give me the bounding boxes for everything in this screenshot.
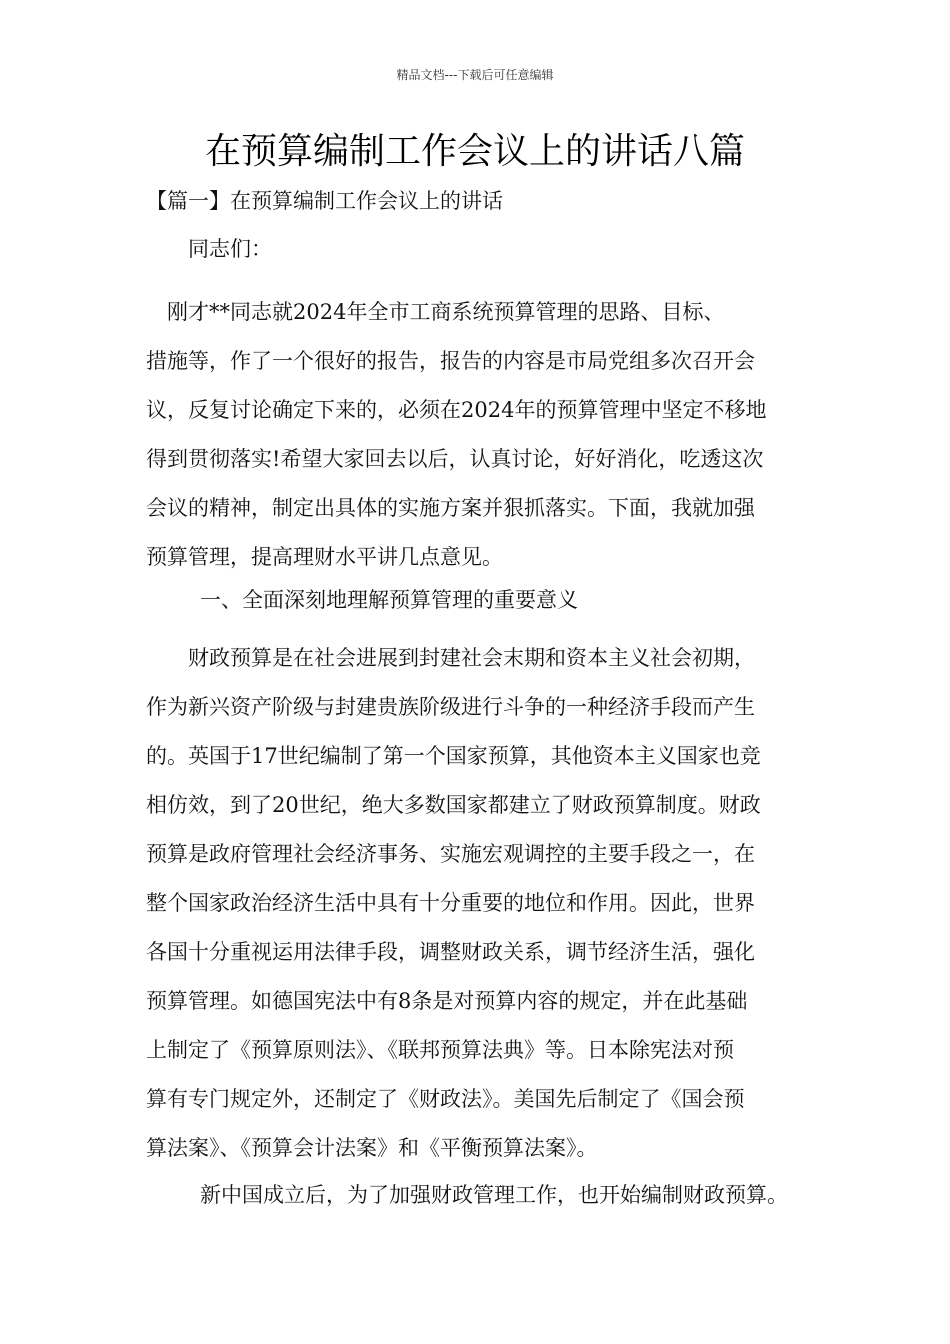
section-subtitle: 【篇一】在预算编制工作会议上的讲话 — [146, 189, 503, 213]
paragraph-line: 算法案》、《预算会计法案》和《平衡预算法案》。 — [146, 1136, 598, 1160]
paragraph-line: 议，反复讨论确定下来的，必须在2024年的预算管理中坚定不移地 — [146, 398, 767, 422]
document-title: 在预算编制工作会议上的讲话八篇 — [204, 131, 745, 172]
paragraph-line: 整个国家政治经济生活中具有十分重要的地位和作用。因此，世界 — [146, 891, 755, 915]
paragraph-line: 预算是政府管理社会经济事务、实施宏观调控的主要手段之一，在 — [146, 842, 755, 866]
paragraph-line: 得到贯彻落实!希望大家回去以后，认真讨论，好好消化，吃透这次 — [146, 447, 764, 471]
paragraph-line: 会议的精神，制定出具体的实施方案并狠抓落实。下面，我就加强 — [146, 496, 755, 520]
paragraph-line: 算有专门规定外，还制定了《财政法》。美国先后制定了《国会预 — [146, 1087, 745, 1111]
paragraph-line: 各国十分重视运用法律手段，调整财政关系，调节经济生活，强化 — [146, 940, 755, 964]
paragraph-2 — [146, 634, 806, 1173]
section-heading: 一、全面深刻地理解预算管理的重要意义 — [200, 588, 578, 612]
paragraph-line: 预算管理，提高理财水平讲几点意见。 — [146, 545, 503, 569]
paragraph-line: 作为新兴资产阶级与封建贵族阶级进行斗争的一种经济手段而产生 — [146, 695, 755, 719]
paragraph-line: 的。英国于17世纪编制了第一个国家预算，其他资本主义国家也竞 — [146, 744, 761, 768]
greeting: 同志们： — [188, 237, 272, 261]
paragraph-1 — [146, 288, 806, 582]
paragraph-line: 刚才**同志就2024年全市工商系统预算管理的思路、目标、 — [146, 300, 725, 324]
paragraph-line: 上制定了《预算原则法》、《联邦预算法典》等。日本除宪法对预 — [146, 1038, 734, 1062]
paragraph-line: 财政预算是在社会进展到封建社会末期和资本主义社会初期， — [146, 646, 755, 670]
header-note: 精品文档---下载后可任意编辑 — [396, 68, 554, 82]
paragraph-line: 预算管理。如德国宪法中有8条是对预算内容的规定，并在此基础 — [146, 989, 748, 1013]
paragraph-line: 措施等，作了一个很好的报告，报告的内容是市局党组多次召开会 — [146, 349, 755, 373]
paragraph-line: 相仿效，到了20世纪，绝大多数国家都建立了财政预算制度。财政 — [146, 793, 761, 817]
paragraph-3: 新中国成立后，为了加强财政管理工作，也开始编制财政预算。 — [200, 1183, 788, 1207]
